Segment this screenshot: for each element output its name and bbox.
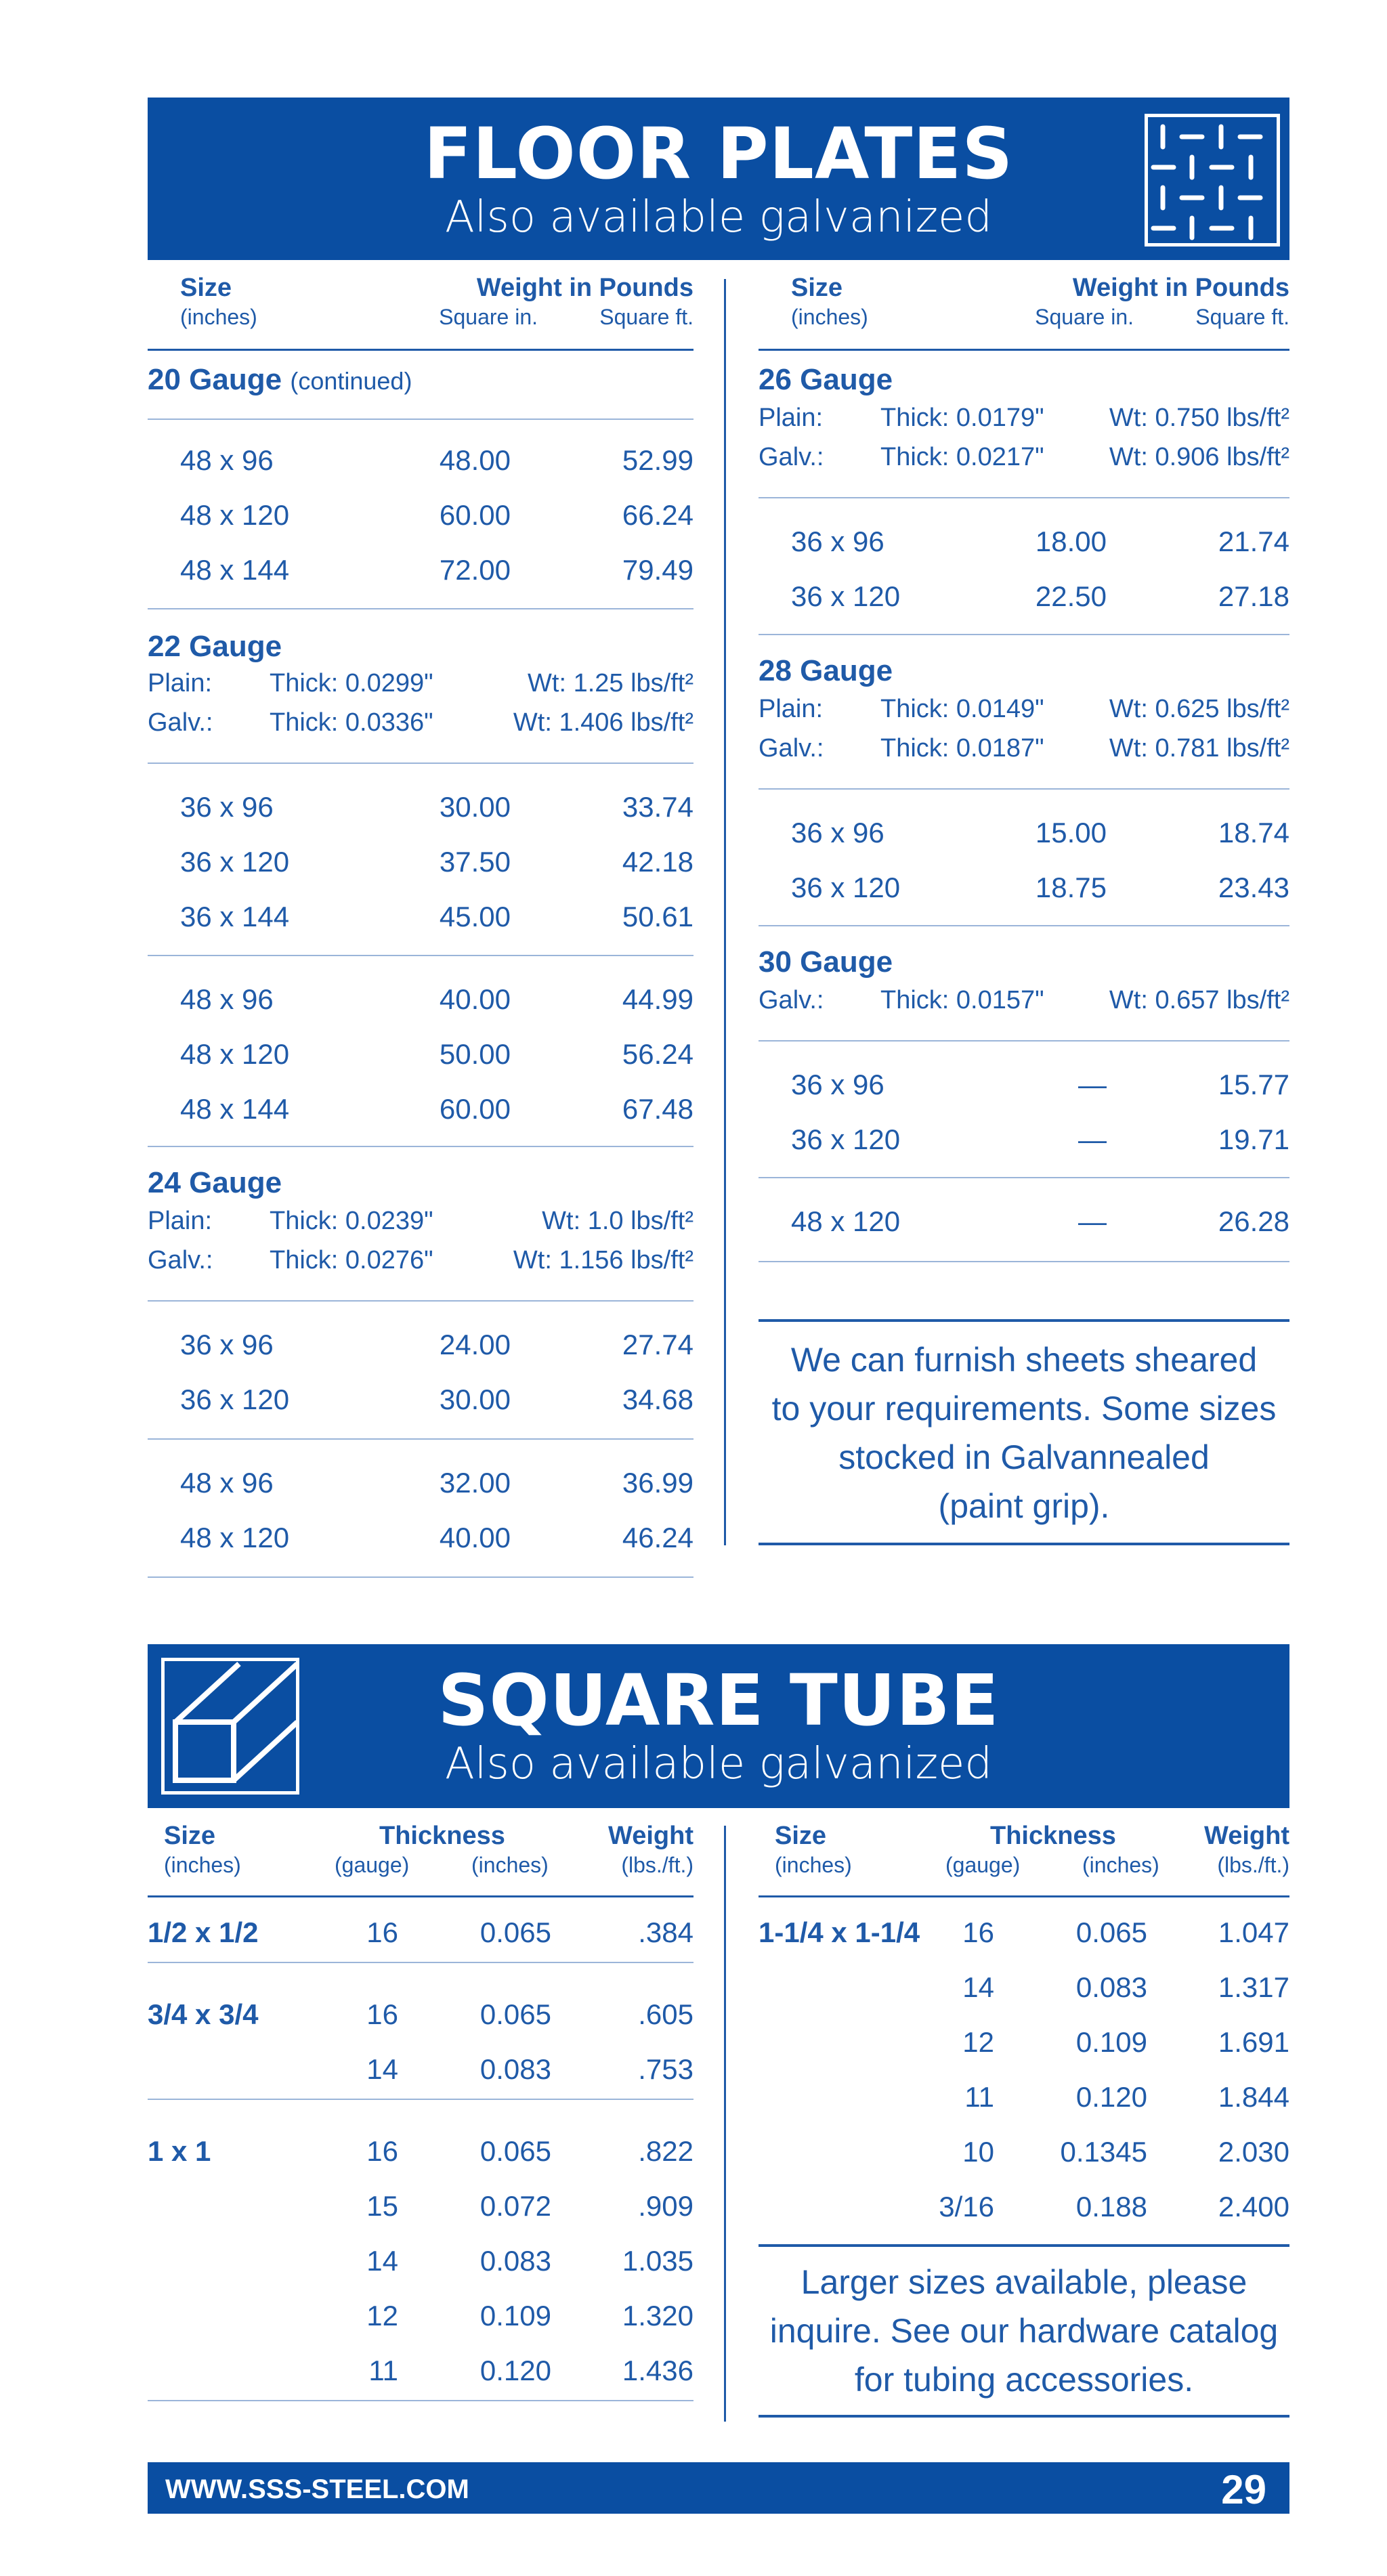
sq-in-header: Square in. — [439, 305, 538, 329]
square-in-cell: — — [1078, 1069, 1107, 1100]
floor-right-header — [759, 274, 1289, 351]
square-ft-cell: 15.77 — [1218, 1069, 1289, 1100]
gauge-cell: 12 — [366, 2300, 398, 2332]
divider — [148, 955, 694, 956]
size-header: Size — [775, 1822, 827, 1850]
floor-plates-note — [759, 1319, 1289, 1545]
sq-ft-header: Square ft. — [1195, 305, 1289, 329]
gauge-cell: 14 — [366, 2053, 398, 2085]
thickness-cell: 0.109 — [1075, 2026, 1147, 2058]
square-tube-note — [759, 2244, 1289, 2418]
divider — [148, 2099, 694, 2100]
spec-weight: Wt: 1.156 lbs/ft² — [513, 1246, 694, 1274]
size-header: Size — [791, 274, 843, 302]
size-unit: (inches) — [775, 1853, 852, 1877]
square-ft-cell: 23.43 — [1218, 872, 1289, 903]
tube-left-header — [148, 1822, 694, 1897]
spec-thick: Thick: 0.0179" — [880, 404, 1044, 432]
size-cell: 36 x 96 — [180, 791, 274, 823]
table-row — [148, 901, 694, 935]
gauge-22-galv-spec — [148, 708, 694, 738]
weight-cell: .909 — [638, 2190, 694, 2222]
divider — [148, 2400, 694, 2401]
table-row — [759, 1205, 1289, 1239]
gauge-30-galv-spec — [759, 986, 1289, 1016]
spec-thick: Thick: 0.0157" — [880, 986, 1044, 1014]
square-tube-banner — [148, 1644, 1289, 1808]
inches-header: (inches) — [1082, 1853, 1159, 1877]
weight-header: Weight in Pounds — [1072, 274, 1289, 302]
size-cell: 48 x 120 — [180, 499, 290, 531]
floor-plates-column-divider — [724, 279, 726, 1545]
square-ft-cell: 21.74 — [1218, 525, 1289, 557]
square-in-cell: 48.00 — [439, 444, 511, 476]
spec-label: Galv.: — [148, 708, 213, 737]
square-in-cell: 72.00 — [439, 554, 511, 586]
weight-cell: .605 — [638, 1998, 694, 2030]
table-row — [148, 1038, 694, 1072]
gauge-28-title: 28 Gauge — [759, 654, 893, 687]
thickness-header: Thickness — [379, 1822, 505, 1850]
square-ft-cell: 36.99 — [622, 1467, 694, 1499]
size-cell: 48 x 120 — [180, 1522, 290, 1553]
table-row — [759, 2081, 1289, 2115]
thickness-cell: 0.188 — [1075, 2191, 1147, 2223]
square-ft-cell: 79.49 — [622, 554, 694, 586]
gauge-header: (gauge) — [335, 1853, 410, 1877]
gauge-24-galv-spec — [148, 1246, 694, 1276]
table-row — [148, 554, 694, 588]
spec-weight: Wt: 0.625 lbs/ft² — [1109, 695, 1289, 723]
weight-cell: .753 — [638, 2053, 694, 2085]
gauge-cell: 10 — [962, 2136, 994, 2168]
size-cell: 36 x 144 — [180, 901, 290, 932]
square-ft-cell: 52.99 — [622, 444, 694, 476]
spec-label: Galv.: — [759, 443, 824, 471]
table-row — [759, 580, 1289, 614]
square-ft-cell: 42.18 — [622, 846, 694, 878]
divider — [148, 418, 694, 420]
floor-plates-banner — [148, 98, 1289, 260]
lbs-header: (lbs./ft.) — [1217, 1853, 1289, 1877]
square-ft-cell: 27.18 — [1218, 580, 1289, 612]
floor-plates-subtitle: Also available galvanized — [444, 192, 993, 242]
spec-weight: Wt: 0.781 lbs/ft² — [1109, 734, 1289, 763]
size-cell: 48 x 144 — [180, 554, 290, 586]
thickness-cell: 0.120 — [479, 2355, 551, 2386]
table-row — [759, 1069, 1289, 1102]
weight-header: Weight — [608, 1822, 694, 1850]
weight-cell: 1.047 — [1218, 1916, 1289, 1948]
gauge-24-title: 24 Gauge — [148, 1166, 282, 1199]
square-ft-cell: 27.74 — [622, 1329, 694, 1360]
size-cell: 36 x 120 — [180, 846, 290, 878]
square-ft-cell: 67.48 — [622, 1093, 694, 1125]
table-row — [148, 499, 694, 533]
weight-header: Weight — [1204, 1822, 1289, 1850]
thickness-cell: 0.065 — [479, 2135, 551, 2167]
divider — [148, 1300, 694, 1302]
spec-thick: Thick: 0.0299" — [270, 669, 433, 697]
size-cell: 36 x 96 — [791, 525, 884, 557]
floor-left-header — [148, 274, 694, 351]
thickness-cell: 0.065 — [479, 1916, 551, 1948]
square-in-cell: 45.00 — [439, 901, 511, 932]
square-in-cell: 30.00 — [439, 791, 511, 823]
spec-weight: Wt: 1.406 lbs/ft² — [513, 708, 694, 737]
spec-weight: Wt: 1.0 lbs/ft² — [542, 1207, 694, 1235]
gauge-cell: 11 — [964, 2081, 994, 2113]
table-row — [148, 1916, 694, 1950]
square-in-cell: 37.50 — [439, 846, 511, 878]
size-cell: 1/2 x 1/2 — [148, 1916, 259, 1948]
divider — [759, 634, 1289, 635]
size-header: Size — [164, 1822, 216, 1850]
gauge-28-galv-spec — [759, 734, 1289, 764]
weight-cell: 1.320 — [622, 2300, 694, 2332]
size-unit: (inches) — [791, 305, 868, 329]
weight-cell: .822 — [638, 2135, 694, 2167]
thickness-cell: 0.083 — [479, 2053, 551, 2085]
square-ft-cell: 46.24 — [622, 1522, 694, 1553]
website-link[interactable]: WWW.SSS-STEEL.COM — [165, 2474, 469, 2504]
sq-in-header: Square in. — [1035, 305, 1134, 329]
gauge-cell: 11 — [368, 2355, 398, 2386]
table-row — [759, 817, 1289, 851]
thickness-cell: 0.083 — [1075, 1971, 1147, 2003]
size-cell: 48 x 120 — [180, 1038, 290, 1070]
gauge-20-continued: (continued) — [290, 367, 412, 395]
weight-cell: 2.030 — [1218, 2136, 1289, 2168]
thickness-cell: 0.1345 — [1060, 2136, 1147, 2168]
spec-weight: Wt: 1.25 lbs/ft² — [528, 669, 694, 697]
square-in-cell: 32.00 — [439, 1467, 511, 1499]
size-cell: 36 x 120 — [791, 872, 901, 903]
note-line: for tubing accessories. — [854, 2361, 1194, 2399]
thickness-cell: 0.072 — [479, 2190, 551, 2222]
gauge-20-name: 20 Gauge — [148, 363, 282, 396]
divider — [759, 1261, 1289, 1262]
gauge-22-plain-spec — [148, 669, 694, 699]
size-cell: 48 x 120 — [791, 1205, 901, 1237]
spec-weight: Wt: 0.750 lbs/ft² — [1109, 404, 1289, 432]
square-in-cell: — — [1078, 1123, 1107, 1155]
diamond-plate-icon — [1145, 114, 1280, 246]
size-cell: 36 x 96 — [791, 1069, 884, 1100]
divider — [759, 1177, 1289, 1178]
table-row — [148, 2190, 694, 2224]
table-row — [148, 1093, 694, 1127]
square-in-cell: 18.00 — [1035, 525, 1107, 557]
spec-label: Galv.: — [148, 1246, 213, 1274]
weight-cell: 1.035 — [622, 2245, 694, 2277]
divider — [148, 608, 694, 609]
table-row — [148, 1998, 694, 2032]
gauge-26-plain-spec — [759, 404, 1289, 433]
square-tube-title: SQUARE TUBE — [438, 1659, 1000, 1742]
gauge-header: (gauge) — [945, 1853, 1021, 1877]
weight-header: Weight in Pounds — [476, 274, 694, 302]
gauge-cell: 16 — [366, 2135, 398, 2167]
divider — [759, 1040, 1289, 1042]
table-row — [148, 2245, 694, 2279]
size-cell: 36 x 120 — [180, 1383, 290, 1415]
spec-label: Plain: — [759, 695, 824, 723]
tube-right-header — [759, 1822, 1289, 1897]
spec-label: Plain: — [148, 669, 213, 697]
note-line: We can furnish sheets sheared — [790, 1341, 1258, 1379]
floor-plates-title: FLOOR PLATES — [423, 112, 1014, 195]
gauge-24-plain-spec — [148, 1207, 694, 1237]
spec-thick: Thick: 0.0149" — [880, 695, 1044, 723]
square-in-cell: 60.00 — [439, 1093, 511, 1125]
table-row — [759, 2191, 1289, 2225]
gauge-30-title: 30 Gauge — [759, 945, 893, 979]
weight-cell: 1.691 — [1218, 2026, 1289, 2058]
divider — [148, 1576, 694, 1578]
table-row — [759, 2136, 1289, 2170]
table-row — [148, 983, 694, 1017]
divider — [759, 788, 1289, 790]
divider — [148, 1962, 694, 1963]
table-row — [148, 1383, 694, 1417]
gauge-cell: 12 — [962, 2026, 994, 2058]
weight-cell: 1.844 — [1218, 2081, 1289, 2113]
size-header: Size — [180, 274, 232, 302]
thickness-header: Thickness — [990, 1822, 1116, 1850]
gauge-20-title — [148, 363, 412, 397]
table-row — [148, 791, 694, 825]
page-footer — [148, 2462, 1289, 2514]
gauge-26-title: 26 Gauge — [759, 363, 893, 396]
table-row — [148, 2300, 694, 2334]
divider — [148, 763, 694, 764]
table-row — [148, 1522, 694, 1555]
gauge-cell: 14 — [366, 2245, 398, 2277]
size-cell: 1 x 1 — [148, 2135, 211, 2167]
size-cell: 48 x 96 — [180, 444, 274, 476]
weight-cell: 2.400 — [1218, 2191, 1289, 2223]
square-ft-cell: 18.74 — [1218, 817, 1289, 849]
table-row — [759, 1123, 1289, 1157]
note-line: (paint grip). — [938, 1487, 1110, 1525]
gauge-cell: 3/16 — [939, 2191, 994, 2223]
square-in-cell: 30.00 — [439, 1383, 511, 1415]
weight-cell: 1.317 — [1218, 1971, 1289, 2003]
gauge-cell: 16 — [366, 1916, 398, 1948]
size-cell: 48 x 96 — [180, 1467, 274, 1499]
table-row — [148, 846, 694, 880]
weight-cell: .384 — [638, 1916, 694, 1948]
square-ft-cell: 50.61 — [622, 901, 694, 932]
table-row — [759, 872, 1289, 905]
gauge-cell: 16 — [366, 1998, 398, 2030]
table-row — [759, 525, 1289, 559]
thickness-cell: 0.065 — [1075, 1916, 1147, 1948]
size-cell: 36 x 96 — [180, 1329, 274, 1360]
square-tube-subtitle: Also available galvanized — [444, 1739, 993, 1789]
table-row — [148, 1329, 694, 1362]
spec-thick: Thick: 0.0276" — [270, 1246, 433, 1274]
table-row — [148, 2053, 694, 2087]
note-line: to your requirements. Some sizes — [771, 1390, 1277, 1427]
size-cell: 48 x 96 — [180, 983, 274, 1015]
divider — [759, 925, 1289, 926]
gauge-cell: 16 — [962, 1916, 994, 1948]
gauge-22-title: 22 Gauge — [148, 630, 282, 663]
spec-label: Plain: — [148, 1207, 213, 1235]
spec-weight: Wt: 0.906 lbs/ft² — [1109, 443, 1289, 471]
spec-thick: Thick: 0.0336" — [270, 708, 433, 737]
sq-ft-header: Square ft. — [599, 305, 694, 329]
square-tube-column-divider — [724, 1826, 726, 2422]
square-in-cell: 22.50 — [1035, 580, 1107, 612]
square-in-cell: 60.00 — [439, 499, 511, 531]
table-row — [148, 2355, 694, 2388]
square-ft-cell: 66.24 — [622, 499, 694, 531]
inches-header: (inches) — [471, 1853, 549, 1877]
square-in-cell: 50.00 — [439, 1038, 511, 1070]
note-line: inquire. See our hardware catalog — [769, 2312, 1279, 2350]
square-in-cell: 15.00 — [1035, 817, 1107, 849]
square-in-cell: 24.00 — [439, 1329, 511, 1360]
table-row — [148, 444, 694, 478]
thickness-cell: 0.065 — [479, 1998, 551, 2030]
note-line: stocked in Galvannealed — [838, 1438, 1210, 1476]
gauge-cell: 15 — [366, 2190, 398, 2222]
thickness-cell: 0.083 — [479, 2245, 551, 2277]
square-ft-cell: 34.68 — [622, 1383, 694, 1415]
size-unit: (inches) — [180, 305, 257, 329]
square-in-cell: 40.00 — [439, 1522, 511, 1553]
spec-thick: Thick: 0.0217" — [880, 443, 1044, 471]
note-line: Larger sizes available, please — [801, 2263, 1247, 2301]
thickness-cell: 0.120 — [1075, 2081, 1147, 2113]
size-cell: 36 x 120 — [791, 1123, 901, 1155]
spec-weight: Wt: 0.657 lbs/ft² — [1109, 986, 1289, 1014]
square-ft-cell: 56.24 — [622, 1038, 694, 1070]
spec-thick: Thick: 0.0239" — [270, 1207, 433, 1235]
gauge-cell: 14 — [962, 1971, 994, 2003]
size-cell: 36 x 96 — [791, 817, 884, 849]
thickness-cell: 0.109 — [479, 2300, 551, 2332]
weight-cell: 1.436 — [622, 2355, 694, 2386]
table-row — [759, 1916, 1289, 1950]
gauge-26-galv-spec — [759, 443, 1289, 473]
table-row — [759, 1971, 1289, 2005]
square-in-cell: 18.75 — [1035, 872, 1107, 903]
size-cell: 36 x 120 — [791, 580, 901, 612]
square-in-cell: — — [1078, 1205, 1107, 1237]
square-ft-cell: 26.28 — [1218, 1205, 1289, 1237]
square-ft-cell: 33.74 — [622, 791, 694, 823]
size-unit: (inches) — [164, 1853, 241, 1877]
divider — [148, 1146, 694, 1147]
spec-label: Plain: — [759, 404, 824, 432]
spec-label: Galv.: — [759, 986, 824, 1014]
spec-thick: Thick: 0.0187" — [880, 734, 1044, 763]
divider — [759, 497, 1289, 498]
table-row — [148, 1467, 694, 1501]
spec-label: Galv.: — [759, 734, 824, 763]
lbs-header: (lbs./ft.) — [621, 1853, 694, 1877]
size-cell: 48 x 144 — [180, 1093, 290, 1125]
divider — [148, 1438, 694, 1440]
square-ft-cell: 19.71 — [1218, 1123, 1289, 1155]
size-cell: 1-1/4 x 1-1/4 — [759, 1916, 920, 1948]
table-row — [759, 2026, 1289, 2060]
gauge-28-plain-spec — [759, 695, 1289, 725]
size-cell: 3/4 x 3/4 — [148, 1998, 259, 2030]
table-row — [148, 2135, 694, 2169]
square-ft-cell: 44.99 — [622, 983, 694, 1015]
square-in-cell: 40.00 — [439, 983, 511, 1015]
page-number: 29 — [1221, 2467, 1266, 2512]
